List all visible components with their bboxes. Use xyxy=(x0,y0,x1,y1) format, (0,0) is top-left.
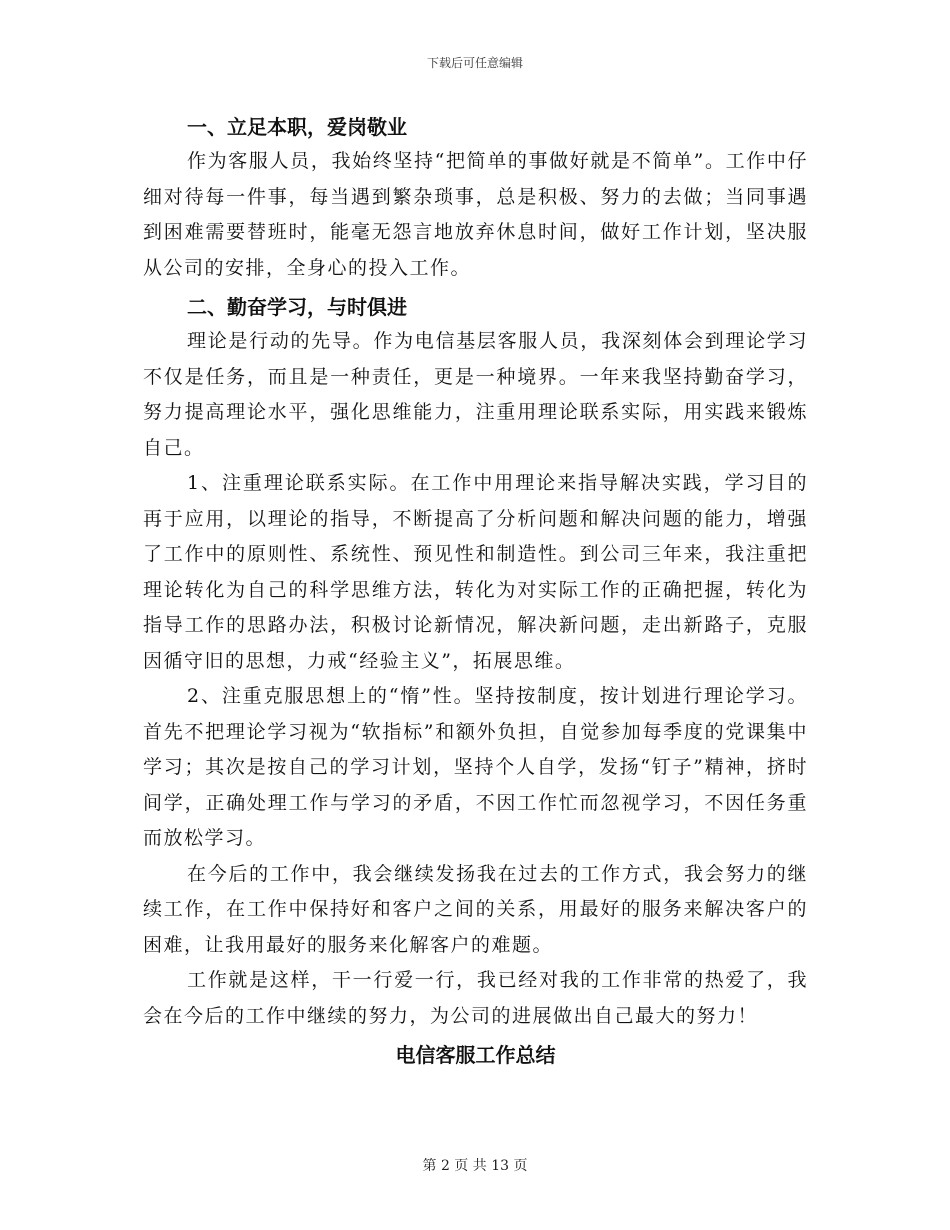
paragraph: 1、注重理论联系实际。在工作中用理论来指导解决实践，学习目的再于应用，以理论的指导，不断提高了分析问题和解决问题的能力，增强了工作中的原则性、系统性、预见性和制造性。到公司三年来，我注重把理论转化为自己的科学思维方法，转化为对实际工作的正确把握，转化为指导工作的思路办法，积极讨论新情况，解决新问题，走出新路子，克服因循守旧的思想，力戒“经验主义”，拓展思维。 xyxy=(143,472,808,672)
section-heading-2: 二、勤奋学习，与时俱进 xyxy=(187,295,407,319)
paragraph: 在今后的工作中，我会继续发扬我在过去的工作方式，我会努力的继续工作，在工作中保持好和客户之间的关系，用最好的服务来解决客户的困难，让我用最好的服务来化解客户的难题。 xyxy=(143,862,808,956)
next-document-title: 电信客服工作总结 xyxy=(395,1043,556,1067)
section-heading-1: 一、立足本职，爱岗敬业 xyxy=(187,115,407,139)
page-header-note: 下载后可任意编辑 xyxy=(426,56,523,70)
paragraph: 作为客服人员，我始终坚持“把简单的事做好就是不简单”。工作中仔细对待每一件事，每当遇到繁杂琐事，总是积极、努力的去做；当同事遇到困难需要替班时，能毫无怨言地放弃休息时间，做好工作计划，坚决服从公司的安排，全身心的投入工作。 xyxy=(143,150,808,279)
paragraph: 2、注重克服思想上的“惰”性。坚持按制度，按计划进行理论学习。首先不把理论学习视为“软指标”和额外负担，自觉参加每季度的党课集中学习；其次是按自己的学习计划，坚持个人自学，发扬“钉子”精神，挤时间学，正确处理工作与学习的矛盾，不因工作忙而忽视学习，不因任务重而放松学习。 xyxy=(143,685,808,849)
paragraph: 工作就是这样，干一行爱一行，我已经对我的工作非常的热爱了，我会在今后的工作中继续的努力，为公司的进展做出自己最大的努力！ xyxy=(143,969,808,1027)
paragraph: 理论是行动的先导。作为电信基层客服人员，我深刻体会到理论学习不仅是任务，而且是一种责任，更是一种境界。一年来我坚持勤奋学习，努力提高理论水平，强化思维能力，注重用理论联系实际，用实践来锻炼自己。 xyxy=(143,330,808,459)
page-number-footer: 第 2 页 共 13 页 xyxy=(422,1158,528,1174)
document-body xyxy=(143,110,808,1072)
